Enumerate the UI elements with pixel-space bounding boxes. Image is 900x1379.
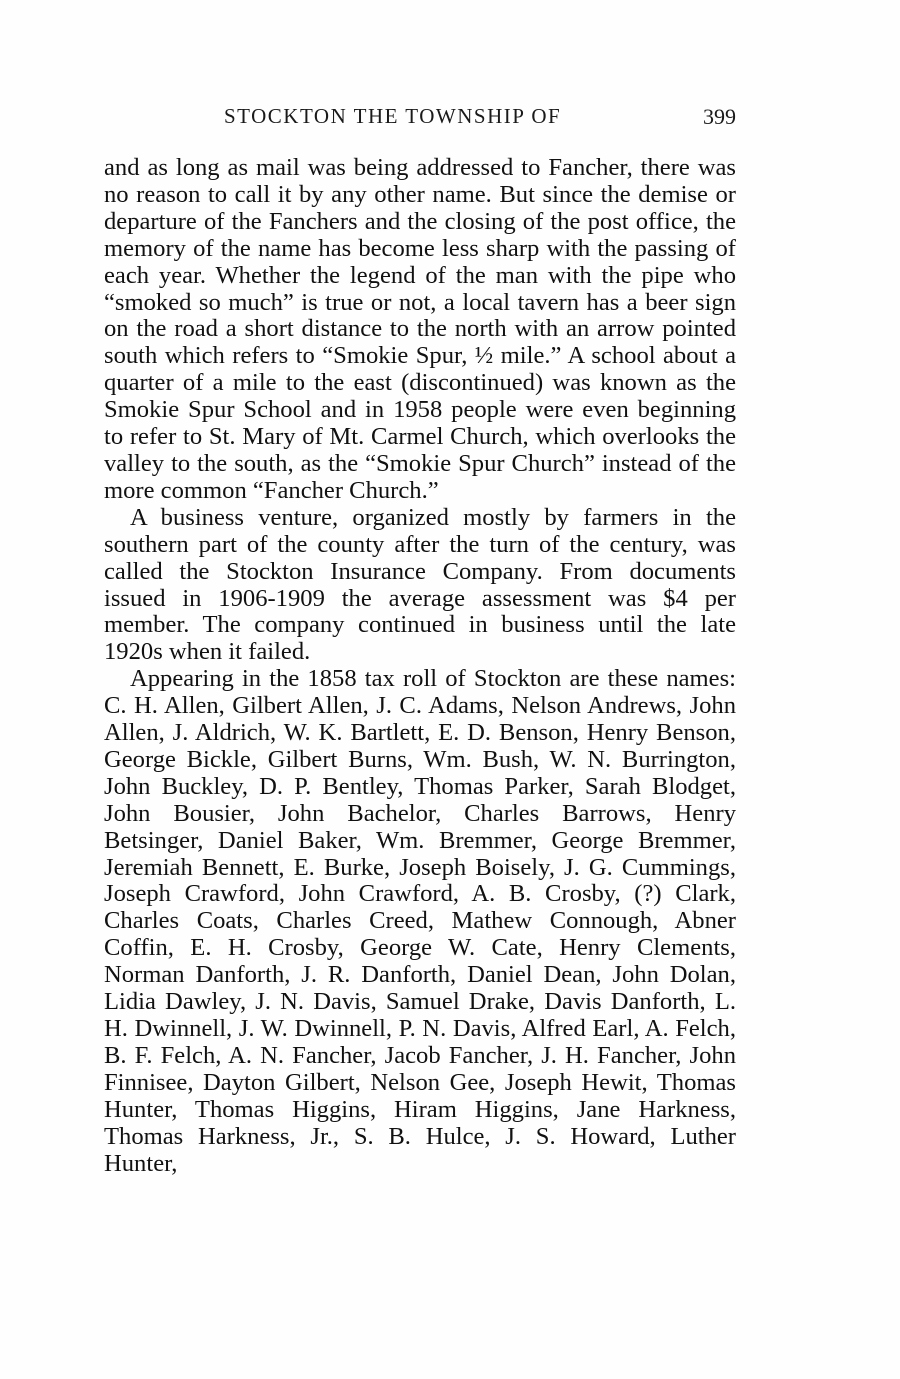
paragraph-insurance-company: A business venture, organized mostly by farmers in the southern part of the county after the turn of the century, was called the Stockton Insurance Company. From documents issued in 1906-1909 the average assessment was $4 per member. The company continued in business until the late 1920s when it failed.: [104, 503, 736, 666]
running-title: STOCKTON THE TOWNSHIP OF: [224, 104, 562, 128]
paragraph-fancher-name: and as long as mail was being addressed to Fancher, there was no reason to call it by any other name. But since the demise or departure of the Fanchers and the closing of the post office, the memory of the name has become less sharp with the passing of each year. Whether the legend of the man with the pipe who “smoked so much” is true or not, a local tavern has a beer sign on the road a short distance to the north with an arrow pointed south which refers to “Smokie Spur, ½ mile.” A school about a quarter of a mile to the east (discontinued) was known as the Smokie Spur School and in 1958 people were even beginning to refer to St. Mary of Mt. Carmel Church, which overlooks the valley to the south, as the “Smokie Spur Church” instead of the more common “Fancher Church.”: [104, 154, 736, 504]
paragraph-tax-roll-names: Appearing in the 1858 tax roll of Stockton are these names: C. H. Allen, Gilbert Allen, J. C. Adams, Nelson Andrews, John Allen, J. Aldrich, W. K. Bartlett, E. D. Benson, Henry Benson, George Bickle, Gilbert Burns, Wm. Bush, W. N. Burrington, John Buckley, D. P. Bentley, Thomas Parker, Sarah Blodget, John Bousier, John Bachelor, Charles Barrows, Henry Betsinger, Daniel Baker, Wm. Bremmer, George Bremmer, Jeremiah Bennett, E. Burke, Joseph Boisely, J. G. Cummings, Joseph Crawford, John Crawford, A. B. Crosby, (?) Clark, Charles Coats, Charles Creed, Mathew Connough, Abner Coffin, E. H. Crosby, George W. Cate, Henry Clements, Norman Danforth, J. R. Danforth, Daniel Dean, John Dolan, Lidia Dawley, J. N. Davis, Samuel Drake, Davis Danforth, L. H. Dwinnell, J. W. Dwinnell, P. N. Davis, Alfred Earl, A. Felch, B. F. Felch, A. N. Fancher, Jacob Fancher, J. H. Fancher, John Finnisee, Dayton Gilbert, Nelson Gee, Joseph Hewit, Thomas Hunter, Thomas Higgins, Hiram Higgins, Jane Harkness, Thomas Harkness, Jr., S. B. Hulce, J. S. Howard, Luther Hunter,: [104, 665, 736, 1177]
page-number: 399: [703, 104, 736, 129]
body-text: [104, 155, 736, 1177]
running-head: [104, 104, 736, 134]
